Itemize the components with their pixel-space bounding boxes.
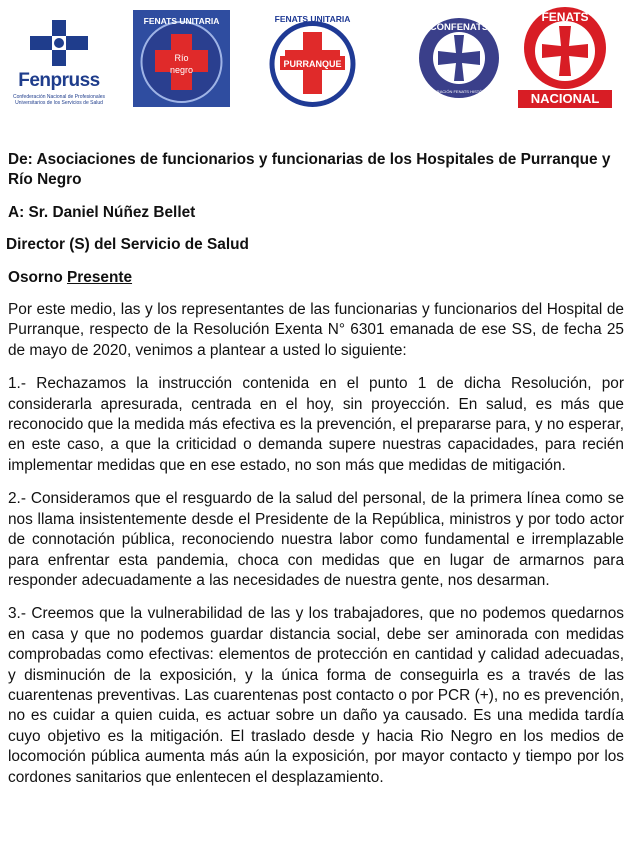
paragraph-2: 2.- Consideramos que el resguardo de la salud del personal, de la primera línea como se nos llama insistentemente desde el Presidente de la República, ministros y por todo actor de connotación pública, reconociendo nuestra labor como fundamental e irremplazable para enfrentar esta pandemia, choca con medidas que en lugar de armarnos para responder adecuadamente a las necesidades de nuestra gente, nos desarman.: [8, 490, 624, 589]
confenats-subtitle: FEDERACIÓN FENATS HISTÓRICA: [426, 89, 492, 94]
fenpruss-subtitle: Confederación Nacional de Profesionales Universitarios de los Servicios de Salud: [12, 94, 105, 106]
paragraph-1: 1.- Rechazamos la instrucción contenida en el punto 1 de dicha Resolución, por considerarla apresurada, centrada en el hoy, sin proyección. En salud, es más que reconocido que la medida más efectiva es la prevención, el prepararse para, y no esperar, en este caso, a que la criticidad o demanda supere nuestras capacidades, para recién implementar medidas que en ese estado, no son más que medidas de mitigación.: [8, 375, 624, 474]
fenpruss-logo: [8, 18, 110, 113]
fenats-nacional-logo: [514, 4, 616, 110]
fenpruss-figure-icon: [8, 18, 110, 70]
letter-position: Director (S) del Servicio de Salud: [6, 236, 249, 254]
rio-line1: Río: [174, 53, 189, 63]
letter-from: De: Asociaciones de funcionarios y funcionarias de los Hospitales de Purranque y Río Negro: [8, 151, 611, 189]
letter-to: A: Sr. Daniel Núñez Bellet: [8, 203, 196, 221]
rio-line2: negro: [169, 65, 194, 75]
paragraph-intro: Por este medio, las y los representantes de las funcionarias y funcionarios del Hospital de Purranque, respecto de la Resolución Exenta N° 6301 emanada de ese SS, de fecha 25 de mayo de 2020, venimos a plantear a usted lo siguiente:: [8, 301, 624, 359]
purranque-banner-text: FENATS UNITARIA: [274, 14, 351, 24]
nacional-label: NACIONAL: [518, 90, 612, 108]
nacional-name: FENATS: [541, 10, 589, 24]
confenats-logo: [418, 17, 500, 99]
paragraph-3: 3.- Creemos que la vulnerabilidad de las y los trabajadores, que no podemos quedarnos en casa y que no podemos guardar distancia social, debe ser aminorada con medidas comprobadas como efectivas: elementos de protección en cantidad y calidad adecuadas, y disminución de la exposición, y la única forma de conseguirla es a través de las cuarentenas preventivas. Las cuarentenas post contacto o por PCR (+), no es prevención, no es cuidar a quien cuida, es actuar sobre un daño ya causado. Es una medida tardía cuyo objetivo es la mitigación. El traslado desde y hacia Rio Negro en los medios de locomoción pública aumenta más aún la exposición, por mayor contacto y tiempo por los cordones sanitarios que enlentecen el desplazamiento.: [8, 605, 624, 786]
fenats-rio-negro-logo: [133, 10, 230, 107]
fenpruss-name: Fenpruss: [18, 70, 100, 91]
confenats-name: CONFENATS: [429, 22, 489, 33]
fenats-purranque-logo: [264, 12, 361, 109]
letter-body: [8, 150, 624, 801]
letter-city: Osorno: [8, 268, 63, 286]
letter-presente: Presente: [67, 268, 133, 286]
letter-salutation: [8, 268, 624, 288]
rio-banner-text: FENATS UNITARIA: [143, 16, 220, 26]
purranque-label: PURRANQUE: [283, 59, 342, 69]
logo-header: [0, 0, 640, 120]
